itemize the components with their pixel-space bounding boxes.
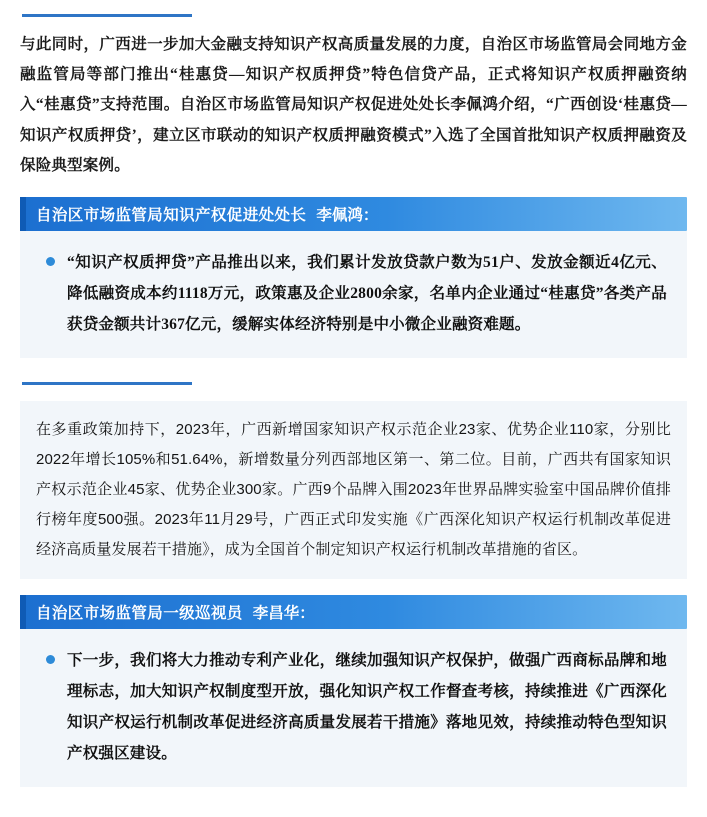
speaker-title-1: 自治区市场监管局知识产权促进处处长: [36, 207, 307, 225]
quote-text-1: “知识产权质押贷”产品推出以来，我们累计发放贷款户数为51户、发放金额近4亿元、降低融资成本约1118万元，政策惠及企业2800余家，名单内企业通过“桂惠贷”各类产品获贷金额共计367亿元，缓解实体经济特别是中小微企业融资难题。: [67, 254, 667, 334]
paragraph-stats: 在多重政策加持下，2023年，广西新增国家知识产权示范企业23家、优势企业110家，分别比2022年增长105%和51.64%，新增数量分列西部地区第一、第二位。目前，广西共有国家知识产权示范企业45家、优势企业300家。广西9个品牌入围2023年世界品牌实验室中国品牌价值排行榜年度500强。2023年11月29号，广西正式印发实施《广西深化知识产权运行机制改革促进经济高质量发展若干措施》，成为全国首个制定知识产权运行机制改革措施的省区。: [36, 421, 671, 559]
mid-divider-rule: [22, 382, 192, 385]
paragraph-intro: 与此同时，广西进一步加大金融支持知识产权高质量发展的力度，自治区市场监管局会同地方金融监管局等部门推出“桂惠贷—知识产权质押贷”特色信贷产品，正式将知识产权质押融资纳入“桂惠贷”支持范围。自治区市场监管局知识产权促进处处长李佩鸿介绍，“广西创设‘桂惠贷—知识产权质押贷’，建立区市联动的知识产权质押融资模式”入选了全国首批知识产权质押融资及保险典型案例。: [20, 36, 687, 174]
article-content: [0, 30, 707, 787]
quote-text-2: 下一步，我们将大力推动专利产业化，继续加强知识产权保护，做强广西商标品牌和地理标志，加大知识产权制度型开放，强化知识产权工作督查考核，持续推进《广西深化知识产权运行机制改革促进经济高质量发展若干措施》落地见效，持续推动特色型知识产权强区建设。: [67, 652, 667, 763]
quote-block-2: [20, 629, 687, 787]
bullet-dot-icon: [46, 655, 55, 664]
paragraph-stats-block: [20, 401, 687, 579]
speaker-header-2: [20, 595, 687, 629]
top-divider-rule: [22, 14, 192, 17]
quote-inner-1: [40, 247, 667, 340]
speaker-accent-bar-1: [20, 197, 26, 231]
speaker-header-1: [20, 197, 687, 231]
speaker-name-2: 李昌华：: [252, 605, 315, 623]
quote-inner-2: [40, 645, 667, 769]
speaker-accent-bar-2: [20, 595, 26, 629]
speaker-title-2: 自治区市场监管局一级巡视员: [36, 605, 243, 623]
bullet-dot-icon: [46, 257, 55, 266]
speaker-name-1: 李佩鸿：: [316, 207, 379, 225]
quote-block-1: [20, 231, 687, 358]
